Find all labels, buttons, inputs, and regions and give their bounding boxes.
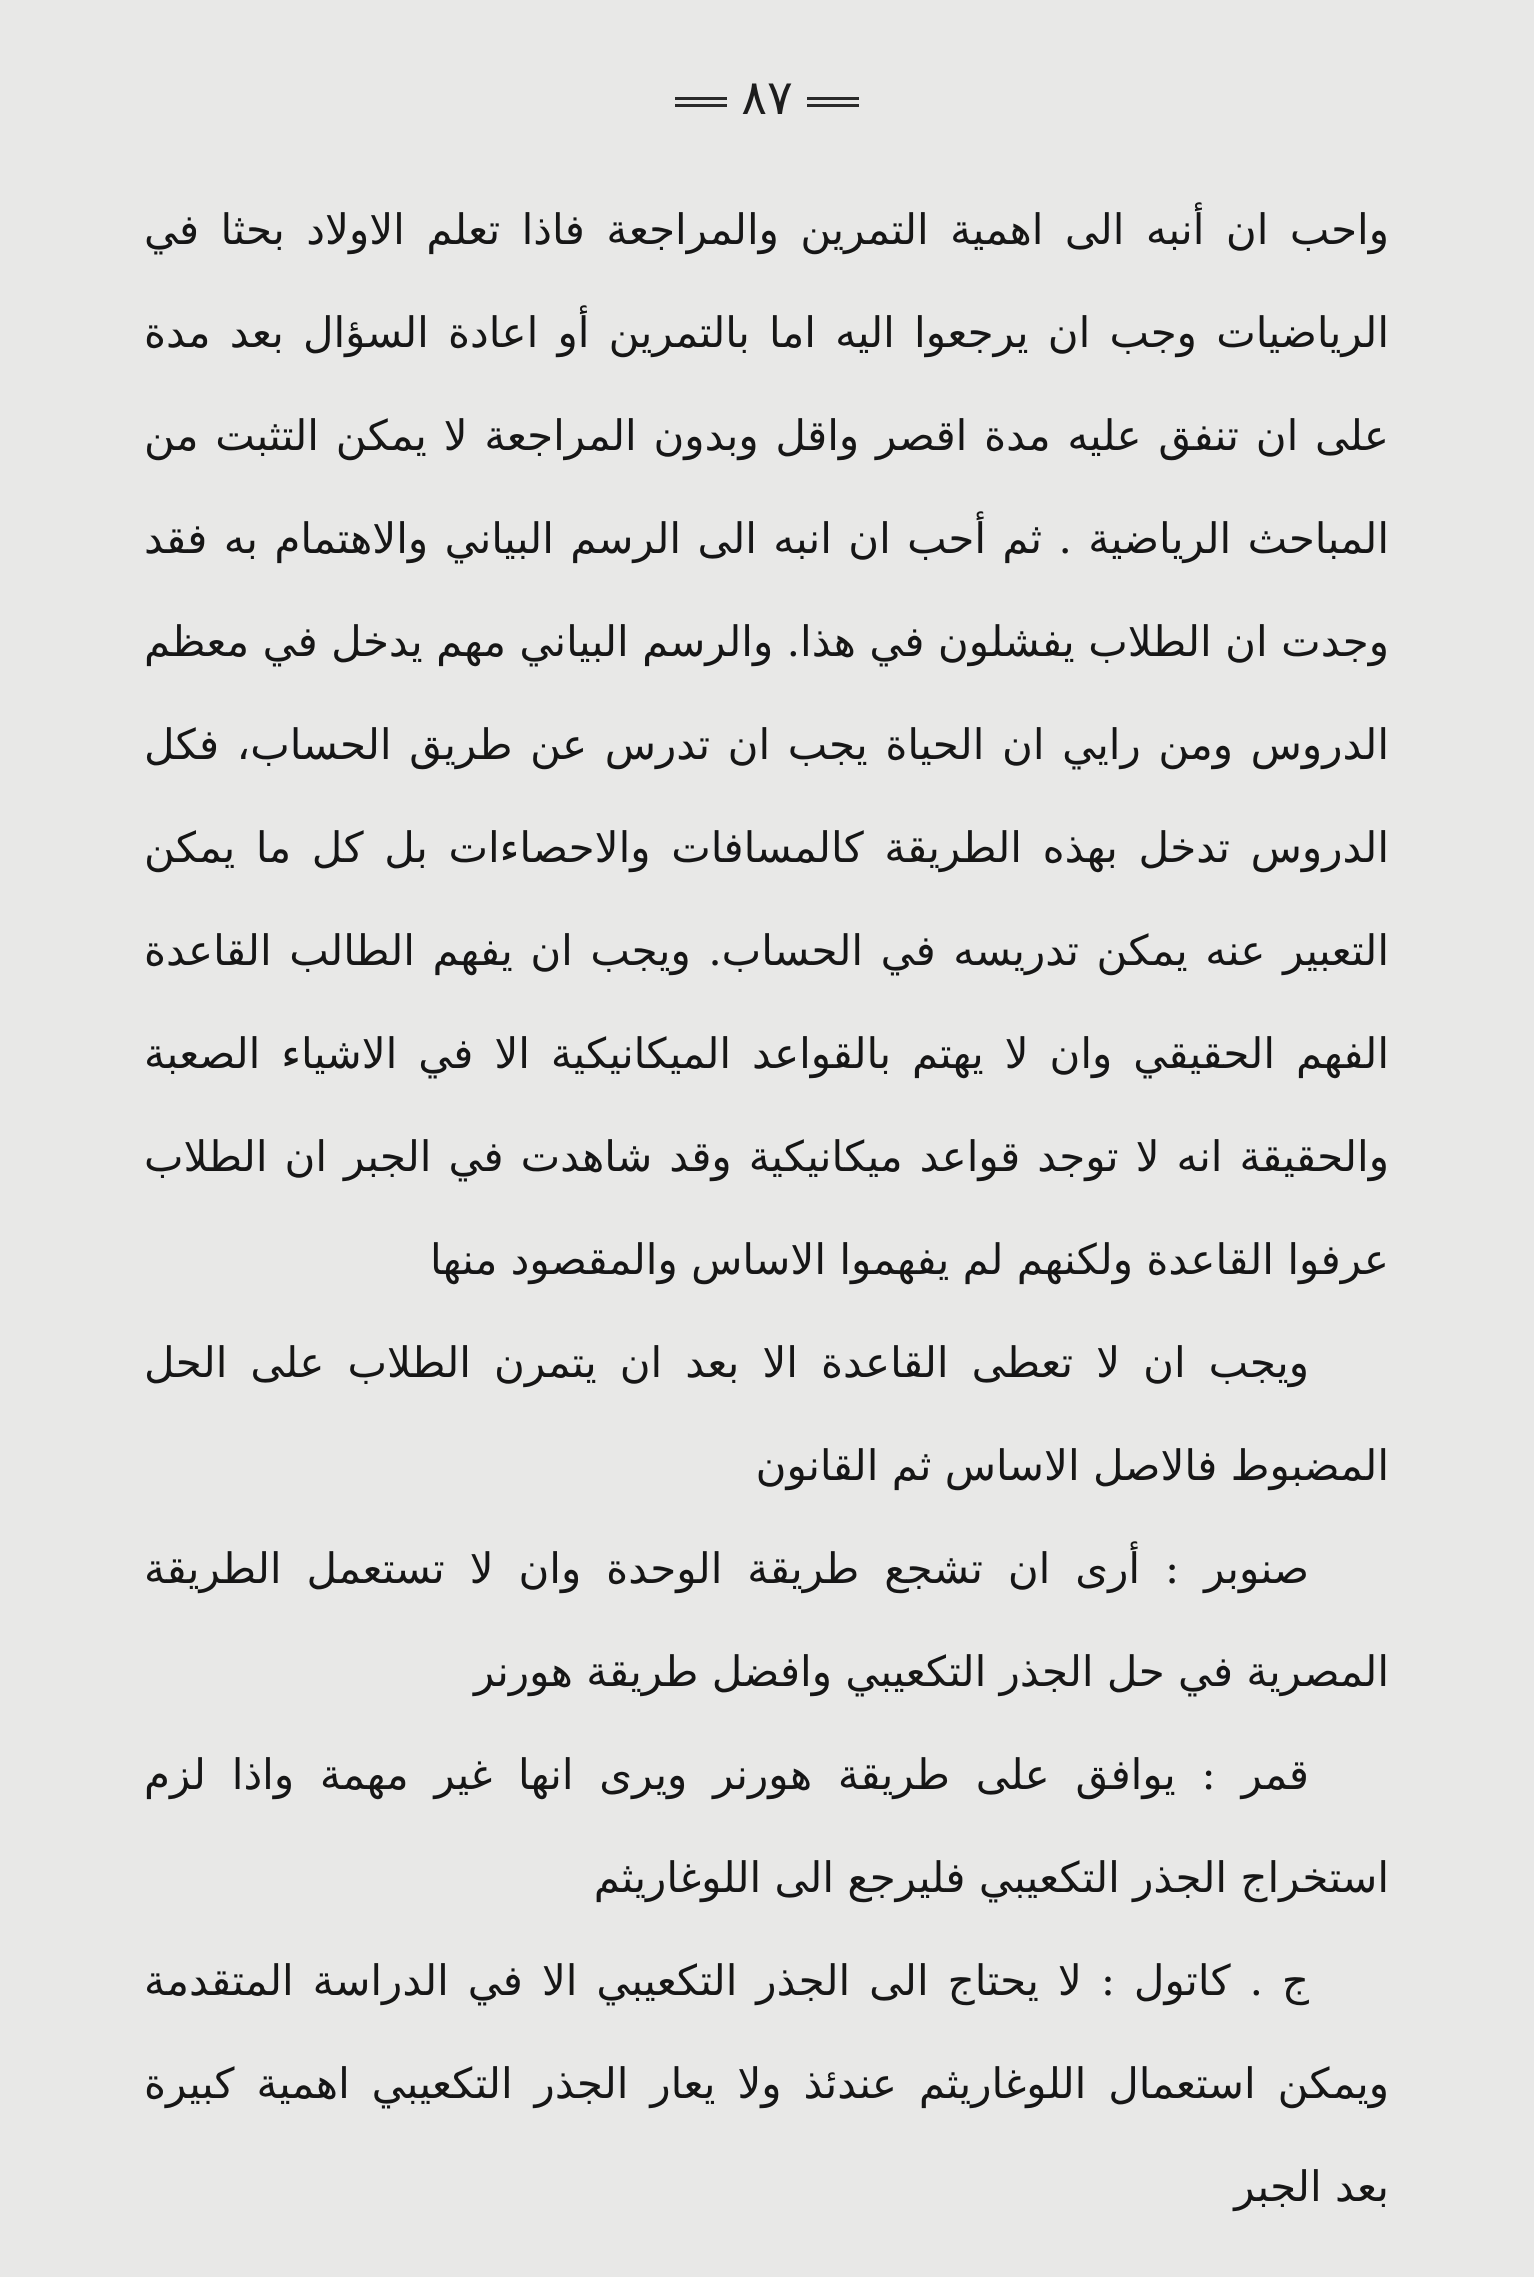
text-line: صنوبر : أرى ان تشجع طريقة الوحدة وان لا تستعمل الطريقة: [144, 1544, 1309, 1593]
text-line: الفهم الحقيقي وان لا يهتم بالقواعد الميكانيكية الا في الاشياء الصعبة: [144, 1029, 1389, 1078]
text-line: ج . كاتول : لا يحتاج الى الجذر التكعيبي الا في الدراسة المتقدمة: [144, 1956, 1309, 2005]
text-line: واحب ان أنبه الى اهمية التمرين والمراجعة فاذا تعلم الاولاد بحثا في: [144, 205, 1389, 254]
text-line: ويجب ان لا تعطى القاعدة الا بعد ان يتمرن الطلاب على الحل: [144, 1338, 1309, 1387]
text-line: المصرية في حل الجذر التكعيبي وافضل طريقة هورنر: [473, 1647, 1389, 1696]
text-line: عرفوا القاعدة ولكنهم لم يفهموا الاساس والمقصود منها: [429, 1235, 1389, 1284]
text-line: الدروس ومن رايي ان الحياة يجب ان تدرس عن طريق الحساب، فكل: [144, 720, 1389, 769]
page-header: [0, 70, 1534, 126]
text-line: وجدت ان الطلاب يفشلون في هذا. والرسم البياني مهم يدخل في معظم: [144, 617, 1389, 666]
text-line: ويمكن استعمال اللوغاريثم عندئذ ولا يعار الجذر التكعيبي اهمية كبيرة: [144, 2059, 1389, 2108]
text-line: الدروس تدخل بهذه الطريقة كالمسافات والاحصاءات بل كل ما يمكن: [144, 823, 1389, 872]
text-line: استخراج الجذر التكعيبي فليرجع الى اللوغاريثم: [593, 1853, 1389, 1902]
text-line: المباحث الرياضية . ثم أحب ان انبه الى الرسم البياني والاهتمام به فقد: [144, 514, 1389, 563]
page-body: [144, 178, 1389, 2238]
header-dash-left: [675, 97, 727, 107]
text-line: والحقيقة انه لا توجد قواعد ميكانيكية وقد شاهدت في الجبر ان الطلاب: [144, 1132, 1389, 1181]
text-line: التعبير عنه يمكن تدريسه في الحساب. ويجب ان يفهم الطالب القاعدة: [144, 926, 1389, 975]
page-number: ٨٧: [741, 70, 793, 126]
text-line: بعد الجبر: [1234, 2162, 1389, 2211]
text-line: قمر : يوافق على طريقة هورنر ويرى انها غير مهمة واذا لزم: [144, 1750, 1309, 1799]
header-dash-right: [807, 97, 859, 107]
text-line: على ان تنفق عليه مدة اقصر واقل وبدون المراجعة لا يمكن التثبت من: [144, 411, 1389, 460]
text-line: المضبوط فالاصل الاساس ثم القانون: [755, 1441, 1389, 1490]
text-line: الرياضيات وجب ان يرجعوا اليه اما بالتمرين أو اعادة السؤال بعد مدة: [144, 308, 1389, 357]
